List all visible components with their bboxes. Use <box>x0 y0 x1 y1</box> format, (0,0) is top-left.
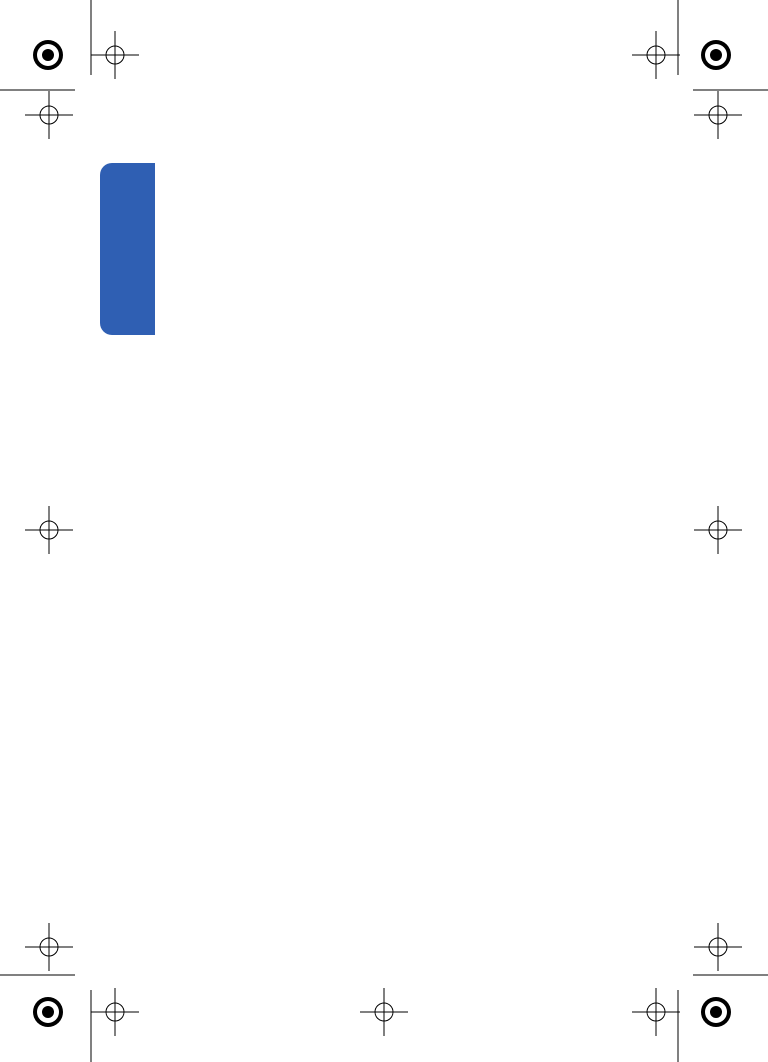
starburst-mark <box>33 997 63 1027</box>
starburst-mark <box>701 997 731 1027</box>
crosshair-mark <box>360 988 408 1036</box>
crosshair-mark <box>632 988 680 1036</box>
crosshair-mark <box>694 506 742 554</box>
crosshair-mark <box>25 506 73 554</box>
crosshair-mark <box>632 31 680 79</box>
crosshair-mark <box>91 988 139 1036</box>
page-content <box>182 157 644 167</box>
crosshair-mark <box>694 91 742 139</box>
crosshair-mark <box>91 31 139 79</box>
crosshair-mark <box>25 923 73 971</box>
starburst-mark <box>33 40 63 70</box>
section-tab <box>100 163 155 335</box>
crosshair-mark <box>25 91 73 139</box>
crosshair-mark <box>694 923 742 971</box>
starburst-mark <box>701 40 731 70</box>
